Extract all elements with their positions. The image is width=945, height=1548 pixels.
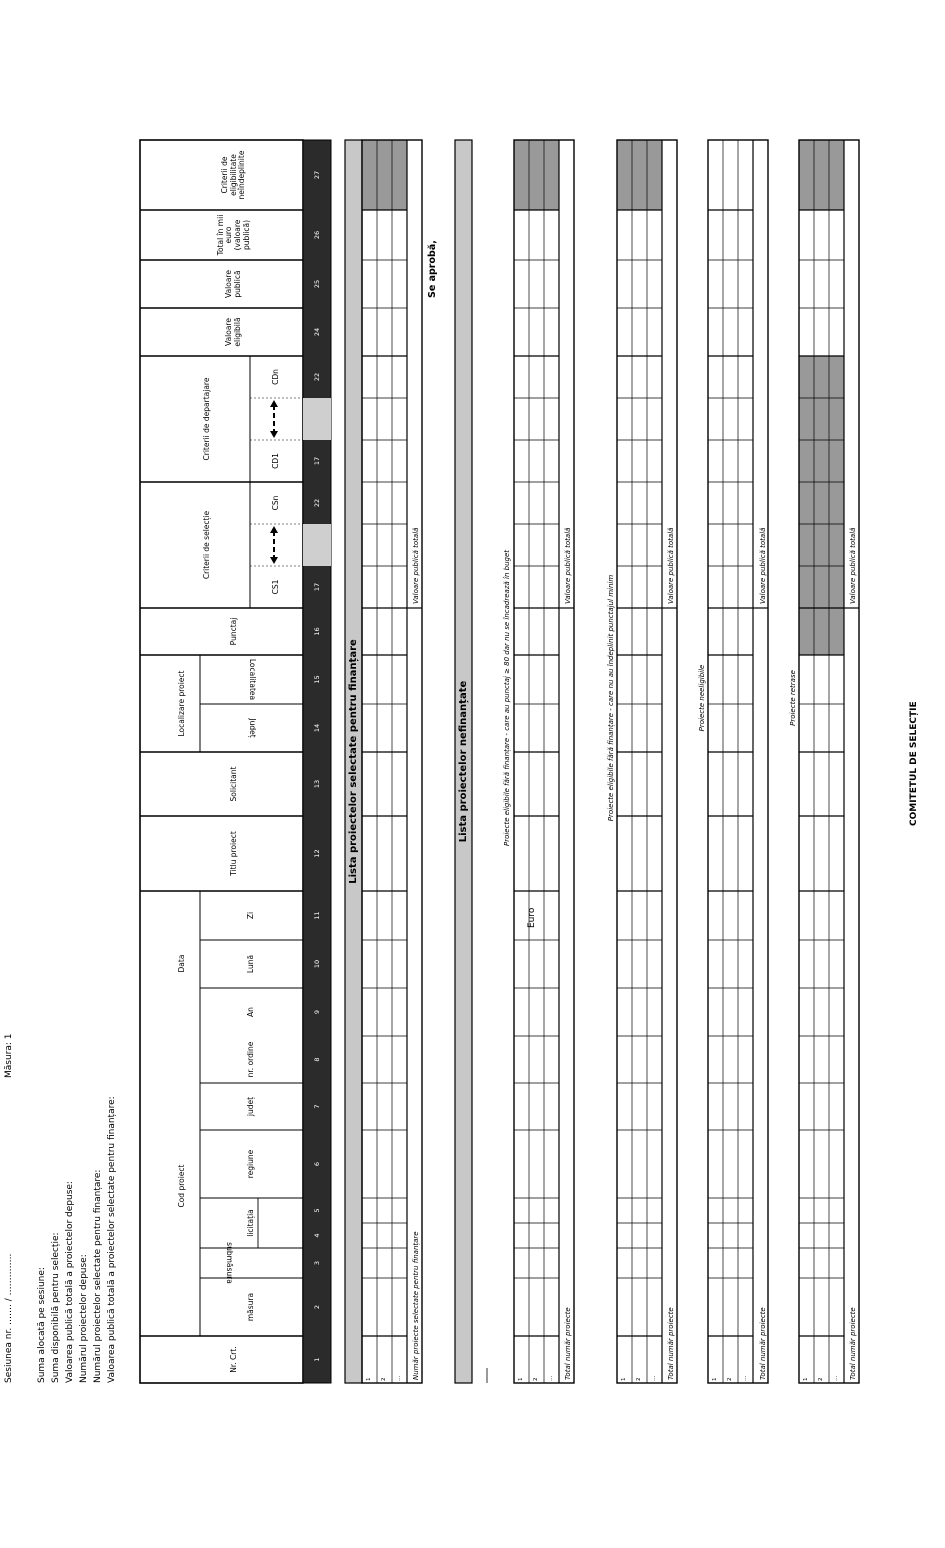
masura-text: Măsura: 1: [4, 1033, 14, 1078]
section-retrase: Proiecte retrase: [789, 670, 797, 726]
header-line-6: Valoarea publică totală a proiectelor selectate pentru finanțare:: [107, 1096, 117, 1383]
col-criterii-selectie: Criterii de selecție: [202, 510, 212, 580]
col-num: 4: [313, 1233, 321, 1238]
col-num: 12: [313, 849, 321, 858]
col-nr-crt: Nr. Crt.: [228, 1346, 238, 1373]
label-total-numar: Total număr proiecte: [667, 1307, 675, 1380]
cs-range-arrow-head: [270, 557, 278, 564]
header-line-1: Suma alocată pe sesiune:: [37, 1267, 47, 1383]
row-label: 1: [366, 1377, 372, 1381]
col-nr-ordine: nr. ordine: [246, 1041, 256, 1078]
cd-range-arrow-head: [270, 431, 278, 438]
label-valoare-totala: Valoare publică totală: [849, 527, 857, 604]
col-num: 22: [313, 372, 321, 382]
col-total-mii: Total în mii euro (valoare publică): [215, 214, 251, 256]
col-luna: Lună: [246, 954, 256, 974]
shaded-block: [617, 140, 662, 210]
cd-range-arrow-head: [270, 400, 278, 407]
col-submasura: submăsura: [225, 1242, 235, 1284]
label-valoare-totala: Valoare publică totală: [564, 527, 572, 604]
label-valoare-totala: Valoare publică totală: [759, 527, 767, 604]
col-num: 9: [313, 1009, 321, 1015]
col-num: 15: [313, 675, 321, 684]
number-row-gap: [303, 524, 331, 566]
col-num: 14: [313, 723, 321, 733]
col-val-eligibila: Valoare eligibilă: [224, 317, 242, 347]
col-regiune: regiune: [246, 1149, 256, 1179]
label-total-numar: Total număr proiecte: [564, 1307, 572, 1380]
col-zi: Zi: [246, 911, 256, 920]
col-licitatia: licitația: [246, 1209, 256, 1237]
row-label: 2: [533, 1377, 539, 1381]
col-cdn: CDn: [271, 369, 281, 385]
col-cd1: CD1: [271, 453, 281, 469]
col-num: 6: [313, 1161, 321, 1167]
col-solicitant: Solicitant: [228, 766, 238, 802]
col-cod-proiect: Cod proiect: [177, 1164, 187, 1208]
col-num: 2: [313, 1304, 321, 1310]
col-num: 8: [313, 1057, 321, 1062]
label-valoare-totala: Valoare publică totală: [412, 527, 420, 604]
cs-range-arrow-head: [270, 526, 278, 533]
col-num: 10: [313, 959, 321, 969]
row-label: …: [651, 1375, 657, 1381]
col-cs1: CS1: [271, 579, 281, 595]
banner-selectate: Lista proiectelor selectate pentru finanțare: [348, 639, 359, 884]
banner-nefinantate: Lista proiectelor nefinanțate: [458, 680, 469, 843]
col-localitatea: Localitatea: [247, 658, 257, 701]
section-neeligibile: Proiecte neeligibile: [698, 664, 706, 732]
header-line-5: Numărul proiectelor selectate pentru finanțare:: [93, 1169, 103, 1383]
col-criterii-departajare: Criterii de departajare: [202, 377, 212, 461]
col-num: 16: [313, 627, 321, 636]
header-line-4: Numărul proiectelor depuse:: [79, 1254, 89, 1383]
col-num: 24: [313, 327, 321, 337]
se-aproba-text: Se aprobă,: [427, 240, 438, 298]
section-elig-buget: Proiecte eligibile fără finanțare - care au punctaj ≥ 80 dar nu se încadrează în buget: [503, 549, 511, 847]
col-judet: județ: [246, 1096, 256, 1117]
col-num: 11: [313, 911, 321, 920]
row-label: 1: [621, 1377, 627, 1381]
row-label: …: [548, 1375, 554, 1381]
row-label: …: [833, 1375, 839, 1381]
col-num: 5: [313, 1208, 321, 1213]
euro-text: Euro: [527, 907, 537, 928]
comitetul-de-selectie: COMITETUL DE SELECȚIE: [909, 701, 919, 826]
row-label: 2: [381, 1377, 387, 1381]
label-valoare-totala: Valoare publică totală: [667, 527, 675, 604]
col-num: 1: [313, 1357, 321, 1362]
row-label: …: [742, 1375, 748, 1381]
col-num: 7: [313, 1104, 321, 1109]
col-judet2: Județ: [247, 718, 257, 738]
col-csn: CSn: [271, 495, 281, 511]
col-num: 13: [313, 779, 321, 789]
row-label: 1: [518, 1377, 524, 1381]
shaded-block: [362, 140, 407, 210]
col-criterii-elig: Criterii de eligibilitate neîndeplinite: [220, 150, 247, 200]
col-an: An: [246, 1007, 256, 1017]
col-num: 17: [313, 582, 321, 592]
label-total-numar: Total număr proiecte: [849, 1307, 857, 1380]
col-num: 26: [313, 230, 321, 240]
row-label: 1: [803, 1377, 809, 1381]
header-line-3: Valoarea publică totală a proiectelor depuse:: [65, 1181, 75, 1383]
shaded-block: [799, 140, 844, 210]
section-elig-minim: Proiecte eligibile fără finanțare - care nu au îndeplinit punctajul minim: [607, 574, 615, 822]
shaded-block: [514, 140, 559, 210]
label-total-numar: Total număr proiecte: [759, 1307, 767, 1380]
number-row-gap: [303, 398, 331, 440]
row-label: 2: [818, 1377, 824, 1381]
shaded-block: [799, 356, 844, 655]
col-masura: măsura: [246, 1292, 256, 1322]
col-punctaj: Punctaj: [228, 617, 238, 646]
label-numar-selectate: Număr proiecte selectate pentru finanțare: [412, 1231, 420, 1380]
col-data: Data: [177, 954, 187, 973]
col-num: 3: [313, 1260, 321, 1266]
sesiunea-text: Sesiunea nr. ……. / …………..: [4, 1253, 14, 1383]
header-line-2: Suma disponibilă pentru selecție:: [51, 1232, 61, 1383]
row-label: 1: [712, 1377, 718, 1381]
col-num: 27: [313, 170, 321, 180]
col-val-publica: Valoare publică: [224, 270, 242, 298]
row-label: 2: [636, 1377, 642, 1381]
col-num: 17: [313, 456, 321, 466]
col-localizare: Localizare proiect: [177, 670, 187, 737]
col-titlu: Titlu proiect: [228, 831, 238, 876]
col-num: 25: [313, 279, 321, 289]
col-num: 22: [313, 498, 321, 508]
row-label: …: [396, 1375, 402, 1381]
row-label: 2: [727, 1377, 733, 1381]
